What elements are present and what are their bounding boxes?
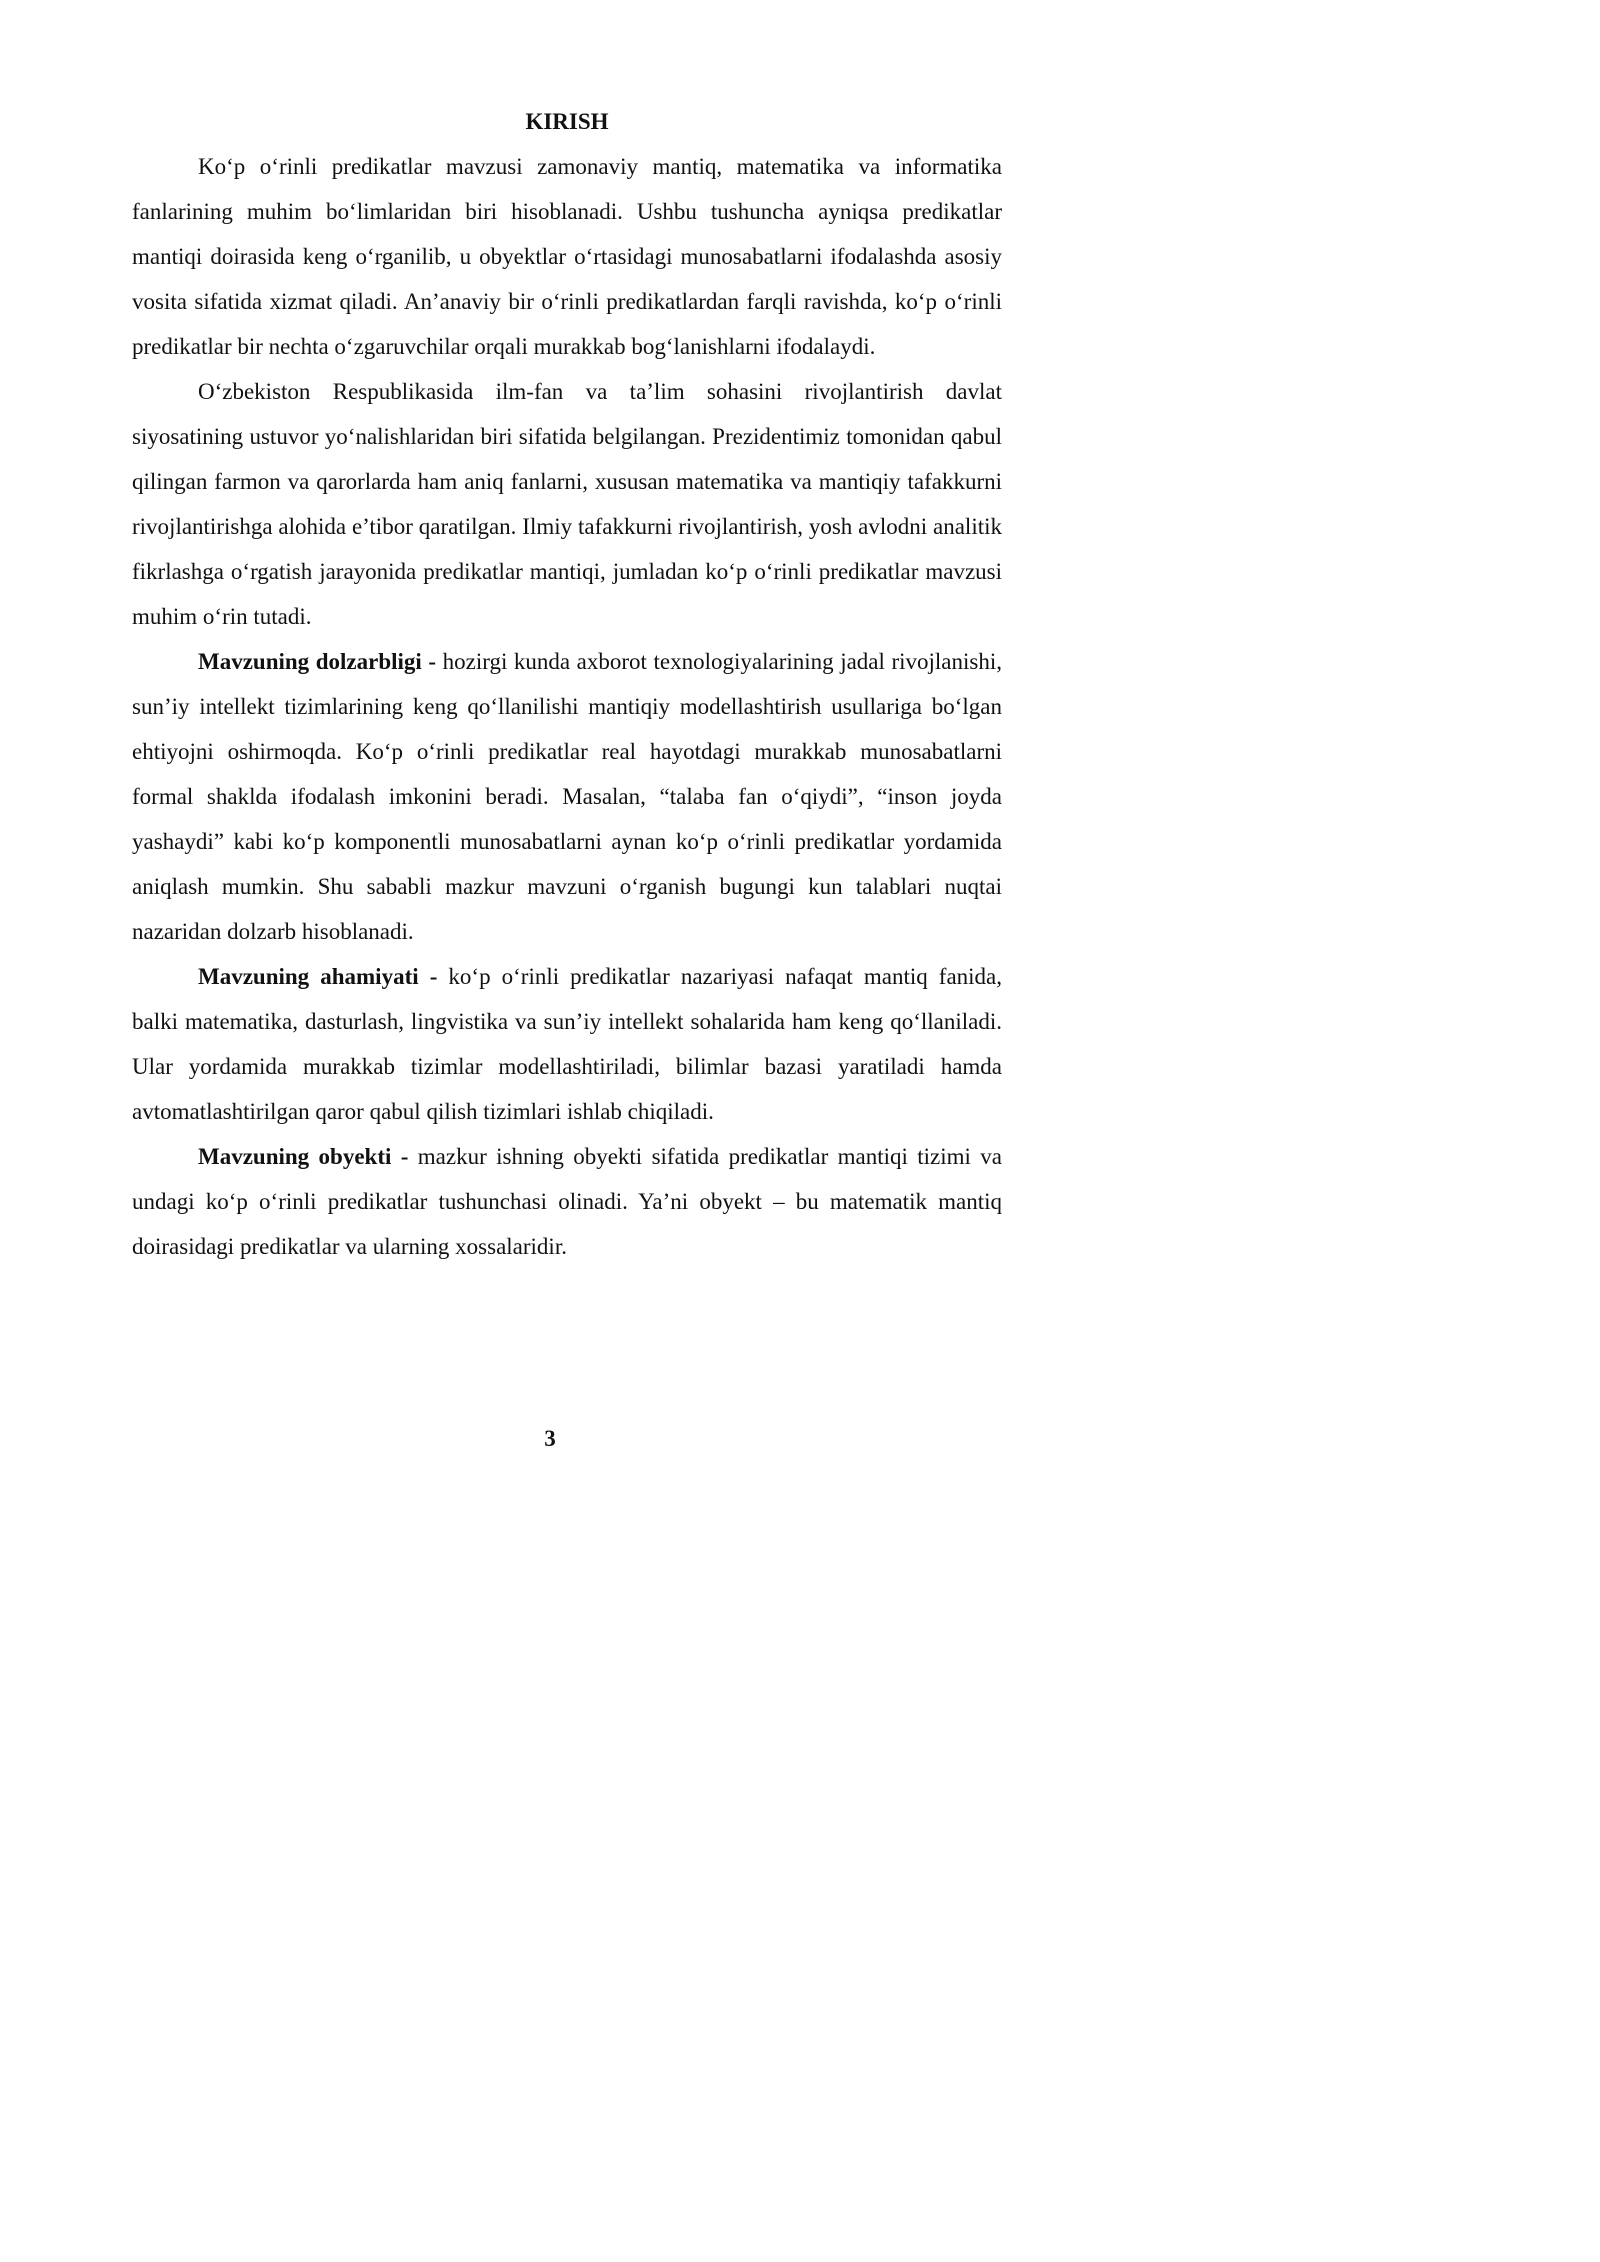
- page-title: KIRISH: [525, 109, 609, 134]
- paragraph-text: O‘zbekiston Respublikasida ilm-fan va ta’lim sohasini rivojlantirish davlat siyosatining ustuvor yo‘nalishlaridan biri sifatida belgilangan. Prezidentimiz tomonidan qabul qilingan farmon va qarorlarda ham aniq fanlarni, xususan matematika va mantiqiy tafakkurni rivojlantirishga alohida e’tibor qaratilgan. Ilmiy tafakkurni rivojlantirish, yosh avlodni analitik fikrlashga o‘rgatish jarayonida predikatlar mantiqi, jumladan ko‘p o‘rinli predikatlar mavzusi muhim o‘rin tutadi.: [132, 379, 1002, 629]
- document-page: [0, 0, 1100, 1555]
- paragraph-text: mazkur ishning obyekti sifatida predikatlar mantiqi tizimi va undagi ko‘p o‘rinli predikatlar tushunchasi olinadi. Ya’ni obyekt – bu matematik mantiq doirasidagi predikatlar va ularning xossalaridir.: [132, 1144, 1002, 1259]
- page-number: 3: [544, 1426, 556, 1451]
- paragraph-object: [132, 1134, 1002, 1269]
- paragraph-text: Ko‘p o‘rinli predikatlar mavzusi zamonaviy mantiq, matematika va informatika fanlarining muhim bo‘limlaridan biri hisoblanadi. Ushbu tushuncha ayniqsa predikatlar mantiqi doirasida keng o‘rganilib, u obyektlar o‘rtasidagi munosabatlarni ifodalashda asosiy vosita sifatida xizmat qiladi. An’anaviy bir o‘rinli predikatlardan farqli ravishda, ko‘p o‘rinli predikatlar bir nechta o‘zgaruvchilar orqali murakkab bog‘lanishlarni ifodalaydi.: [132, 154, 1002, 359]
- paragraph-relevance: [132, 639, 1002, 954]
- document-body: [132, 102, 1002, 1269]
- paragraph-separator: -: [418, 964, 449, 989]
- paragraph-separator: -: [391, 1144, 418, 1169]
- paragraph-separator: -: [421, 649, 443, 674]
- paragraph-text: ko‘p o‘rinli predikatlar nazariyasi nafaqat mantiq fanida, balki matematika, dasturlash, lingvistika va sun’iy intellekt sohalarida ham keng qo‘llaniladi. Ular yordamida murakkab tizimlar modellashtiriladi, bilimlar bazasi yaratiladi hamda avtomatlashtirilgan qaror qabul qilish tizimlari ishlab chiqiladi.: [132, 964, 1003, 1124]
- paragraph-text: hozirgi kunda axborot texnologiyalarining jadal rivojlanishi, sun’iy intellekt tizimlarining keng qo‘llanilishi mantiqiy modellashtirish usullariga bo‘lgan ehtiyojni oshirmoqda. Ko‘p o‘rinli predikatlar real hayotdagi murakkab munosabatlarni formal shaklda ifodalash imkonini beradi. Masalan, “talaba fan o‘qiydi”, “inson joyda yashaydi” kabi ko‘p komponentli munosabatlarni aynan ko‘p o‘rinli predikatlar yordamida aniqlash mumkin. Shu sababli mazkur mavzuni o‘rganish bugungi kun talablari nuqtai nazaridan dolzarb hisoblanadi.: [132, 649, 1002, 944]
- paragraph-context: [132, 369, 1002, 639]
- paragraph-lead: Mavzuning dolzarbligi: [198, 649, 422, 674]
- paragraph-importance: [132, 954, 1002, 1134]
- paragraph-lead: Mavzuning ahamiyati: [198, 964, 419, 989]
- paragraph-intro: [132, 144, 1002, 369]
- paragraph-lead: Mavzuning obyekti: [198, 1144, 392, 1169]
